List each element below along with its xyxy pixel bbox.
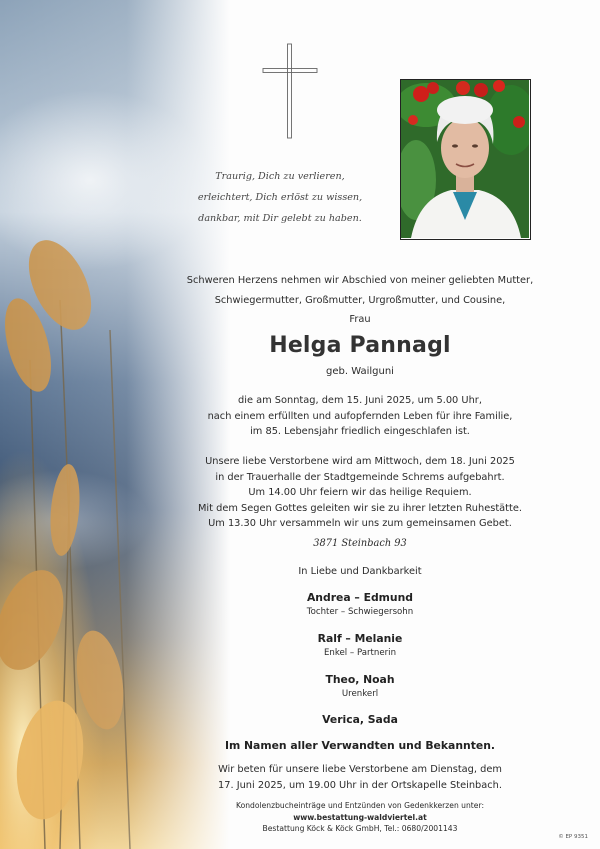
death-notice-line: nach einem erfüllten und aufopfernden Leben für ihre Familie, [207, 410, 513, 422]
intro-text [180, 271, 540, 330]
motto-verse [180, 166, 380, 229]
mourner-name: Andrea – Edmund [306, 591, 414, 604]
death-notice-line: im 85. Lebensjahr friedlich eingeschlafen ist. [250, 426, 470, 437]
address: 3871 Steinbach 93 [313, 538, 407, 549]
mourner-relation: Enkel – Partnerin [323, 648, 397, 658]
mourner-name: Ralf – Melanie [317, 632, 403, 645]
family-line: Im Namen aller Verwandten und Bekannten. [224, 739, 495, 752]
service-line: Wir beten für unsere liebe Verstorbene am Dienstag, dem [218, 764, 502, 775]
mourner-group [180, 673, 540, 699]
mourner-relation: Tochter – Schwiegersohn [306, 607, 414, 617]
website-link[interactable]: www.bestattung-waldviertel.at [293, 812, 427, 822]
thanks-line: In Liebe und Dankbarkeit [298, 566, 422, 577]
intro-line: Schwiegermutter, Großmutter, Urgroßmutter, und Cousine, [214, 294, 506, 306]
birth-name: geb. Wailguni [326, 366, 394, 377]
company-info: Bestattung Köck & Köck GmbH, Tel.: 0680/2001143 [262, 824, 458, 833]
mourner-relation: Urenkerl [341, 689, 379, 699]
death-notice-line: die am Sonntag, dem 15. Juni 2025, um 5.00 Uhr, [238, 395, 482, 406]
service-line: 17. Juni 2025, um 19.00 Uhr in der Ortskapelle Steinbach. [218, 779, 502, 791]
mourner-name: Theo, Noah [325, 673, 395, 686]
prayer-service [180, 762, 540, 793]
deceased-name: Helga Pannagl [269, 333, 451, 358]
cross-icon [262, 43, 318, 143]
footer-note: Kondolenzbucheinträge und Entzünden von Gedenkkerzen unter: [235, 801, 484, 810]
mourner-group [180, 591, 540, 617]
intro-line: Schweren Herzens nehmen wir Abschied von meiner geliebten Mutter, [186, 275, 534, 286]
motto-line: erleichtert, Dich erlöst zu wissen, [197, 192, 363, 203]
death-notice [180, 393, 540, 440]
motto-line: dankbar, mit Dir gelebt zu haben. [198, 213, 362, 224]
funeral-line: Mit dem Segen Gottes geleiten wir sie zu ihrer letzten Ruhestätte. [197, 502, 522, 514]
funeral-line: Um 13.30 Uhr versammeln wir uns zum gemeinsamen Gebet. [208, 518, 512, 529]
funeral-line: Um 14.00 Uhr feiern wir das heilige Requiem. [248, 487, 472, 498]
portrait-photo [400, 79, 531, 240]
funeral-details [180, 454, 540, 532]
copyright: © EP 9351 [558, 834, 588, 840]
mourner-name: Verica, Sada [322, 713, 398, 726]
motto-line: Traurig, Dich zu verlieren, [215, 171, 345, 182]
mourner-group [180, 632, 540, 658]
funeral-line: in der Trauerhalle der Stadtgemeinde Schrems aufgebahrt. [215, 471, 505, 483]
footer [180, 800, 540, 835]
mourner-group [180, 713, 540, 726]
intro-line: Frau [349, 314, 371, 325]
funeral-line: Unsere liebe Verstorbene wird am Mittwoch, dem 18. Juni 2025 [205, 456, 515, 467]
